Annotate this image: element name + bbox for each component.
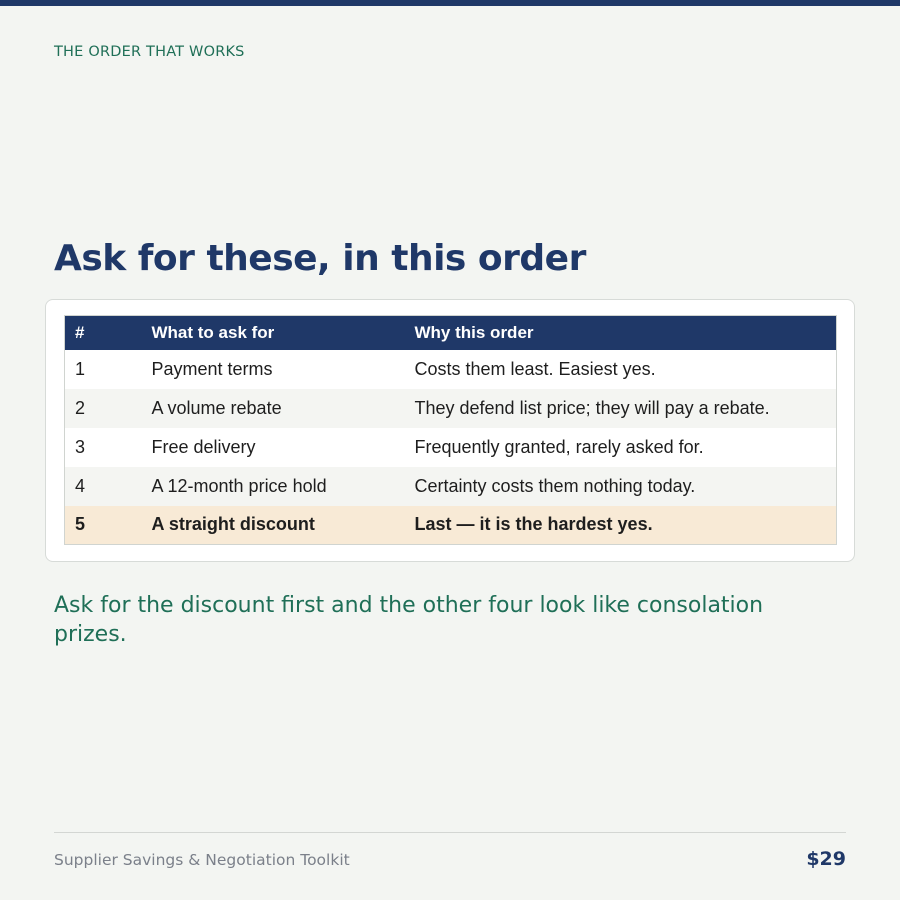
table-header-row	[65, 316, 837, 350]
footer-product-name: Supplier Savings & Negotiation Toolkit	[54, 851, 350, 869]
row-why: They defend list price; they will pay a rebate.	[405, 389, 837, 428]
top-accent-bar	[0, 0, 900, 6]
row-ask: Payment terms	[151, 358, 273, 379]
table-row-highlighted	[65, 506, 837, 545]
section-eyebrow: THE ORDER THAT WORKS	[54, 44, 245, 60]
order-table-card	[45, 299, 855, 562]
footer-price: $29	[806, 848, 846, 870]
row-why: Last — it is the hardest yes.	[405, 506, 837, 545]
takeaway-text: Ask for the discount first and the other four look like consolation prizes.	[54, 593, 764, 647]
row-number: 4	[65, 467, 142, 506]
row-why: Certainty costs them nothing today.	[405, 467, 837, 506]
row-number: 5	[65, 506, 142, 545]
order-table	[64, 315, 837, 545]
row-number: 2	[65, 389, 142, 428]
header-what-to-ask: What to ask for	[142, 316, 405, 350]
row-ask: A volume rebate	[142, 389, 405, 428]
page-title: Ask for these, in this order	[54, 238, 586, 279]
table-row	[65, 428, 837, 467]
footer-divider	[54, 832, 846, 833]
header-number: #	[65, 316, 142, 350]
table-row	[65, 389, 837, 428]
header-why-this-order: Why this order	[405, 316, 837, 350]
row-number: 3	[75, 436, 86, 457]
row-why: Costs them least. Easiest yes.	[414, 358, 656, 379]
row-why: Frequently granted, rarely asked for.	[414, 436, 704, 457]
table-row	[65, 350, 837, 389]
table-row	[65, 467, 837, 506]
row-ask: A straight discount	[142, 506, 405, 545]
row-ask: Free delivery	[151, 436, 256, 457]
row-number: 1	[75, 358, 86, 379]
row-ask: A 12-month price hold	[142, 467, 405, 506]
